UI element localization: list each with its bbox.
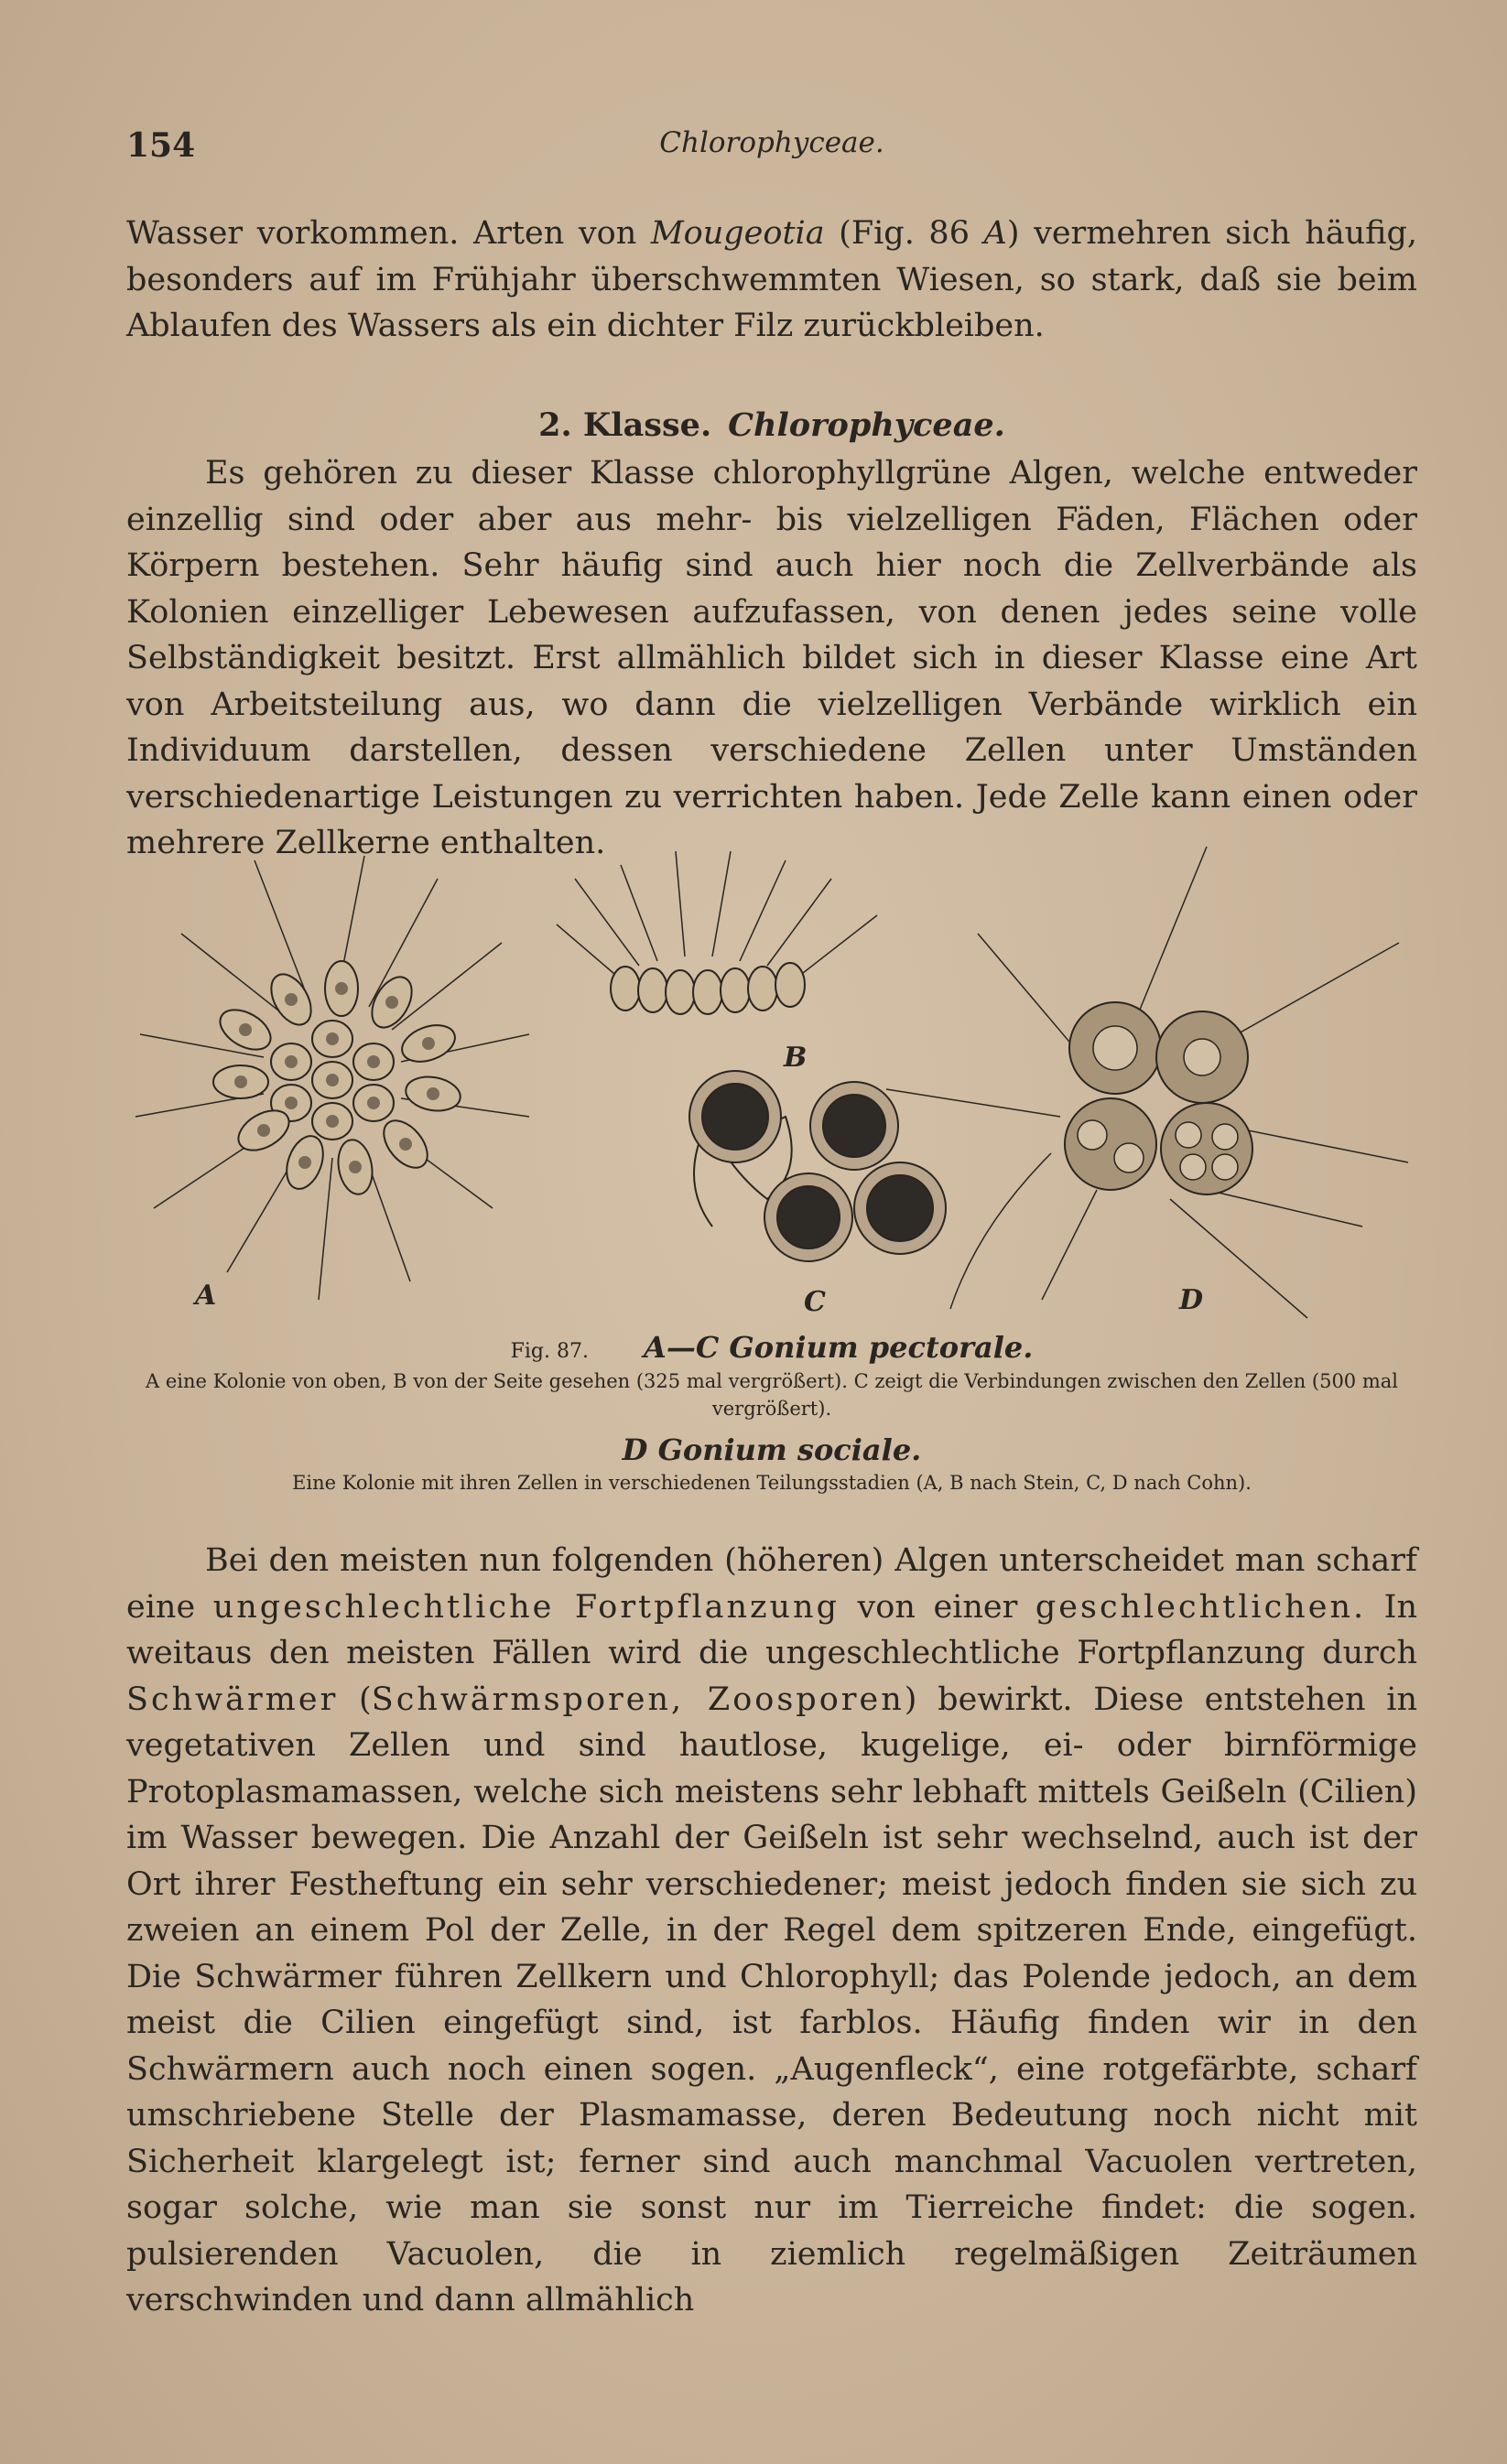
section-number: 2. Klasse.	[538, 406, 712, 444]
figure-caption-title-2: D Gonium sociale.	[622, 1432, 922, 1467]
section-name: Chlorophyceae.	[728, 406, 1005, 444]
para3-text-2: von einer	[840, 1588, 1035, 1626]
para2-text: Es gehören zu dieser Klasse chlorophyllgrüne Algen, welche entweder einzellig sind oder aber aus mehr- bis vielzelligen Fäden, Flächen oder Körpern bestehen. Sehr häufig sind auch hier noch die Zellverbände als Kolonien einzelliger Lebewesen aufzufassen, von denen jedes seine volle Selbständigkeit besitzt. Erst allmählich bildet sich in dieser Klasse eine Art von Arbeitsteilung aus, wo dann die vielzelligen Verbände wirklich ein Individuum darstellen, dessen verschiedene Zellen unter Umständen verschiedenartige Leistungen zu verrichten haben. Jede Zelle kann einen oder mehrere Zellkerne enthalten.	[126, 455, 1417, 861]
page-header	[126, 126, 1417, 172]
para1-text-2: (Fig. 86	[824, 215, 984, 252]
para1-text-3: ) vermehren sich häufig, besonders auf im Frühjahr überschwemmten Wiesen, so stark, daß sie beim Ablaufen des Wassers als ein dichter Filz zurückbleiben.	[126, 215, 1417, 344]
term-schwaermer: Schwärmer	[126, 1680, 339, 1718]
figure-caption-title	[126, 1329, 1417, 1370]
paragraph-1	[126, 211, 1417, 350]
panel-c-cells	[689, 1071, 946, 1261]
term-geschlechtlichen: geschlechtlichen.	[1035, 1588, 1367, 1626]
paragraph-2	[126, 450, 1417, 867]
running-head: Chlorophyceae.	[659, 126, 884, 159]
label-b: B	[784, 1042, 808, 1074]
para3-text-1: Bei den meisten nun folgenden (höheren) Algen unterscheidet man scharf eine	[126, 1542, 1417, 1626]
panel-d-colony	[886, 847, 1408, 1318]
page-number: 154	[126, 126, 196, 165]
section-heading	[126, 403, 1417, 448]
para3-text-3: In weitaus den meisten Fällen wird die ungeschlechtliche Fortpflanzung durch	[126, 1588, 1417, 1671]
figure-number: Fig. 87.	[510, 1340, 589, 1363]
figure-87	[126, 842, 1417, 1327]
term-zoosporen: Schwärmsporen, Zoosporen	[371, 1680, 905, 1718]
para1-text-1: Wasser vorkommen. Arten von	[126, 215, 651, 252]
para3-text-4: (	[338, 1680, 372, 1718]
panel-a-colony	[136, 856, 529, 1300]
label-c: C	[804, 1286, 826, 1318]
genus-mougeotia: Mougeotia	[650, 215, 825, 252]
panel-b-colony	[557, 851, 877, 1014]
figure-caption-source: Eine Kolonie mit ihren Zellen in verschiedenen Teilungsstadien (A, B nach Stein, C, D nach Cohn).	[292, 1472, 1252, 1494]
para3-text-5: ) bewirkt. Diese entstehen in vegetativen Zellen und sind hautlose, kugelige, ei- oder birnförmige Protoplasmamassen, welche sich meistens sehr lebhaft mittels Geißeln (Cilien) im Wasser bewegen. Die Anzahl der Geißeln ist sehr wechselnd, auch ist der Ort ihrer Festheftung ein sehr verschiedener; meist jedoch finden sie sich zu zweien an einem Pol der Zelle, in der Regel dem spitzeren Ende, eingefügt. Die Schwärmer führen Zellkern und Chlorophyll; das Polende jedoch, an dem meist die Cilien eingefügt sind, ist farblos. Häufig finden wir in den Schwärmern auch noch einen sogen. „Augenfleck“, eine rotgefärbte, scharf umschriebene Stelle der Plasmamasse, deren Bedeutung noch nicht mit Sicherheit klargelegt ist; ferner sind auch manchmal Vacuolen vertreten, sogar solche, wie man sie sonst nur im Tierreiche findet: die sogen. pulsierenden Vacuolen, die in ziemlich regelmäßigen Zeiträumen verschwinden und dann allmählich	[126, 1680, 1418, 2318]
label-a: A	[195, 1280, 217, 1312]
fig-letter: A	[983, 215, 1007, 252]
paragraph-3	[126, 1538, 1417, 2324]
figure-caption-text: A eine Kolonie von oben, B von der Seite gesehen (325 mal vergrößert). C zeigt die Verbindungen zwischen den Zellen (500 mal vergrößert).	[145, 1370, 1398, 1420]
gonium-illustration	[126, 842, 1417, 1327]
term-ungeschlechtliche: ungeschlechtliche Fortpflanzung	[212, 1588, 840, 1626]
figure-title: A—C Gonium pectorale.	[643, 1330, 1034, 1365]
label-d: D	[1179, 1284, 1204, 1316]
